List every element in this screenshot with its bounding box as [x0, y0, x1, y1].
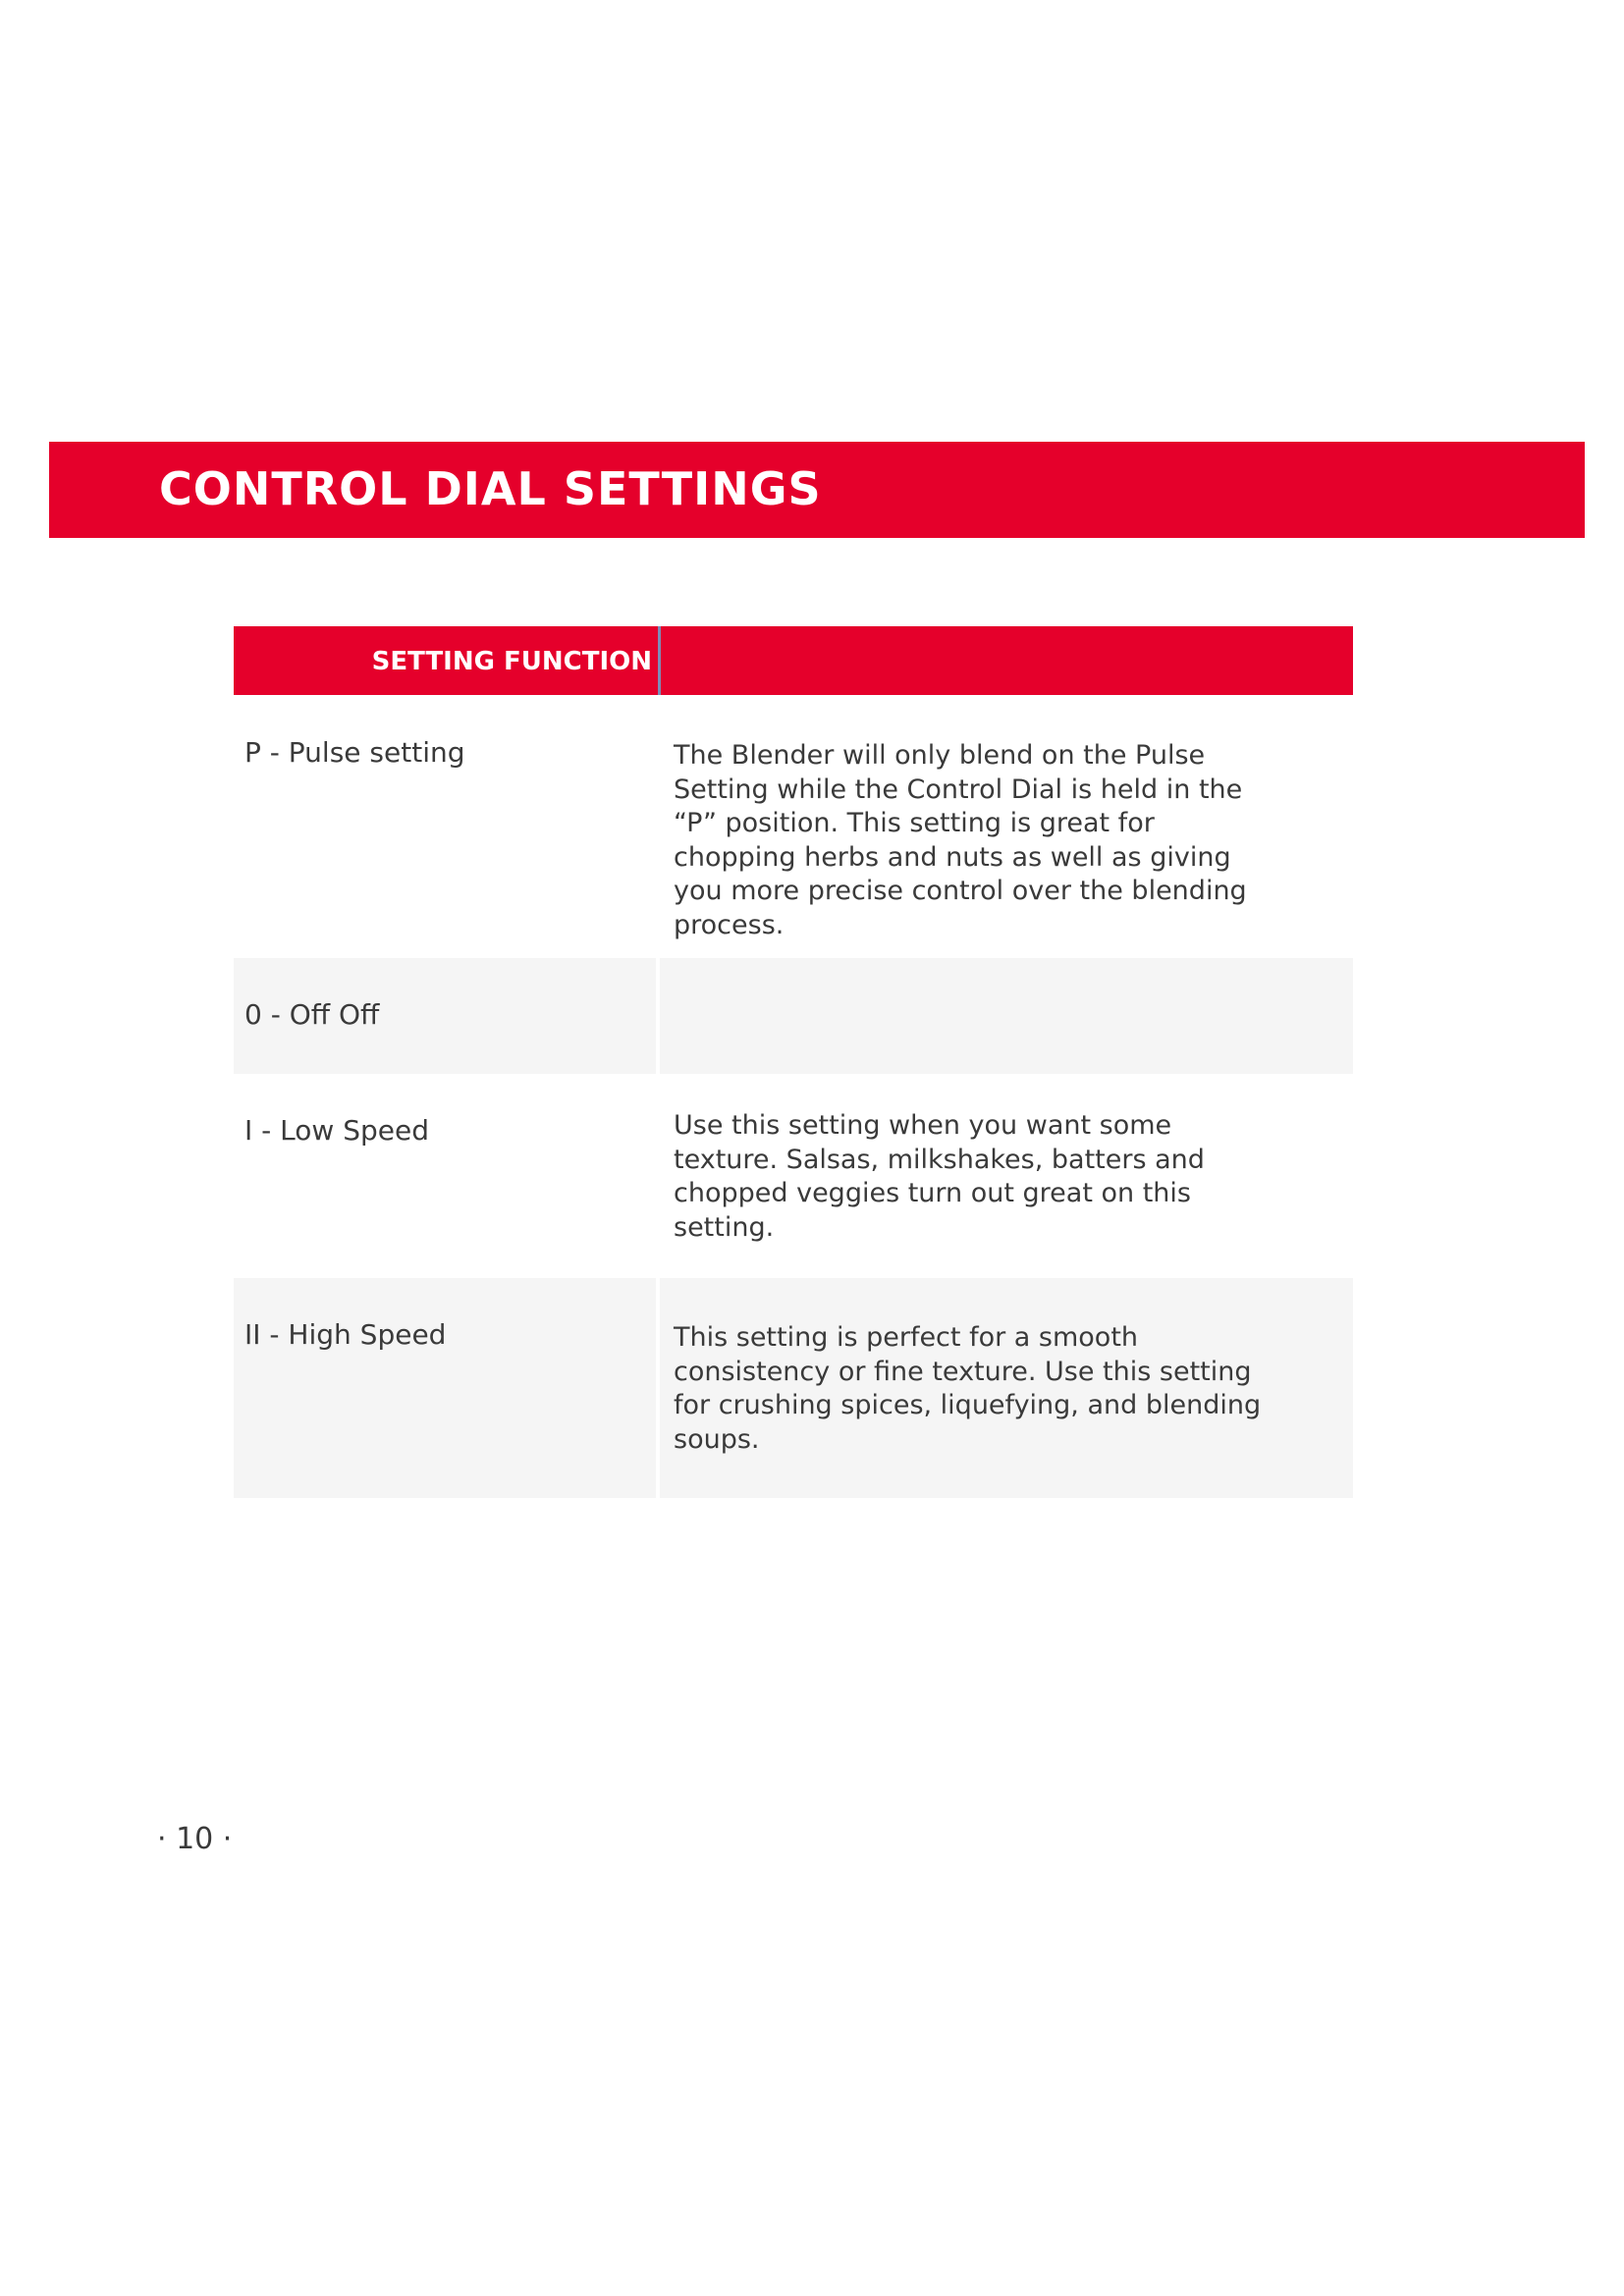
table-row-pulse [234, 695, 1353, 940]
table-row-high-speed [234, 1278, 1353, 1498]
setting-name: II - High Speed [244, 1318, 447, 1351]
function-cell [660, 1278, 1353, 1498]
table-header-left-cell [234, 626, 658, 695]
function-cell [660, 958, 1353, 1074]
table-header-right-cell [661, 626, 1353, 695]
setting-description: Use this setting when you want some texture. Salsas, milkshakes, batters and chopped veggies turn out great on this setting. [674, 1110, 1205, 1243]
table-row-low-speed [234, 1074, 1353, 1268]
setting-cell [234, 695, 656, 870]
setting-cell [234, 1074, 656, 1268]
setting-name: P - Pulse setting [244, 736, 465, 769]
setting-name: I - Low Speed [244, 1114, 429, 1147]
table-header-label: SETTING FUNCTION [371, 647, 652, 676]
setting-description: The Blender will only blend on the Pulse Setting while the Control Dial is held in the “P” position. This setting is great for chopping herbs and nuts as well as giving you more precise control over the blending process. [674, 740, 1247, 940]
table-header [234, 626, 1353, 695]
table-row-off [234, 958, 1353, 1074]
function-cell [660, 1074, 1353, 1268]
page-title: CONTROL DIAL SETTINGS [159, 462, 822, 515]
function-cell [660, 695, 1353, 940]
section-title-banner [49, 442, 1585, 538]
setting-cell [234, 958, 656, 1074]
setting-description: This setting is perfect for a smooth consistency or fine texture. Use this setting for crushing spices, liquefying, and blending soups. [674, 1322, 1262, 1455]
setting-name: 0 - Off Off [244, 998, 380, 1031]
setting-cell [234, 1278, 656, 1498]
settings-table [234, 626, 1353, 1455]
page-number: · 10 · [157, 1822, 233, 1856]
